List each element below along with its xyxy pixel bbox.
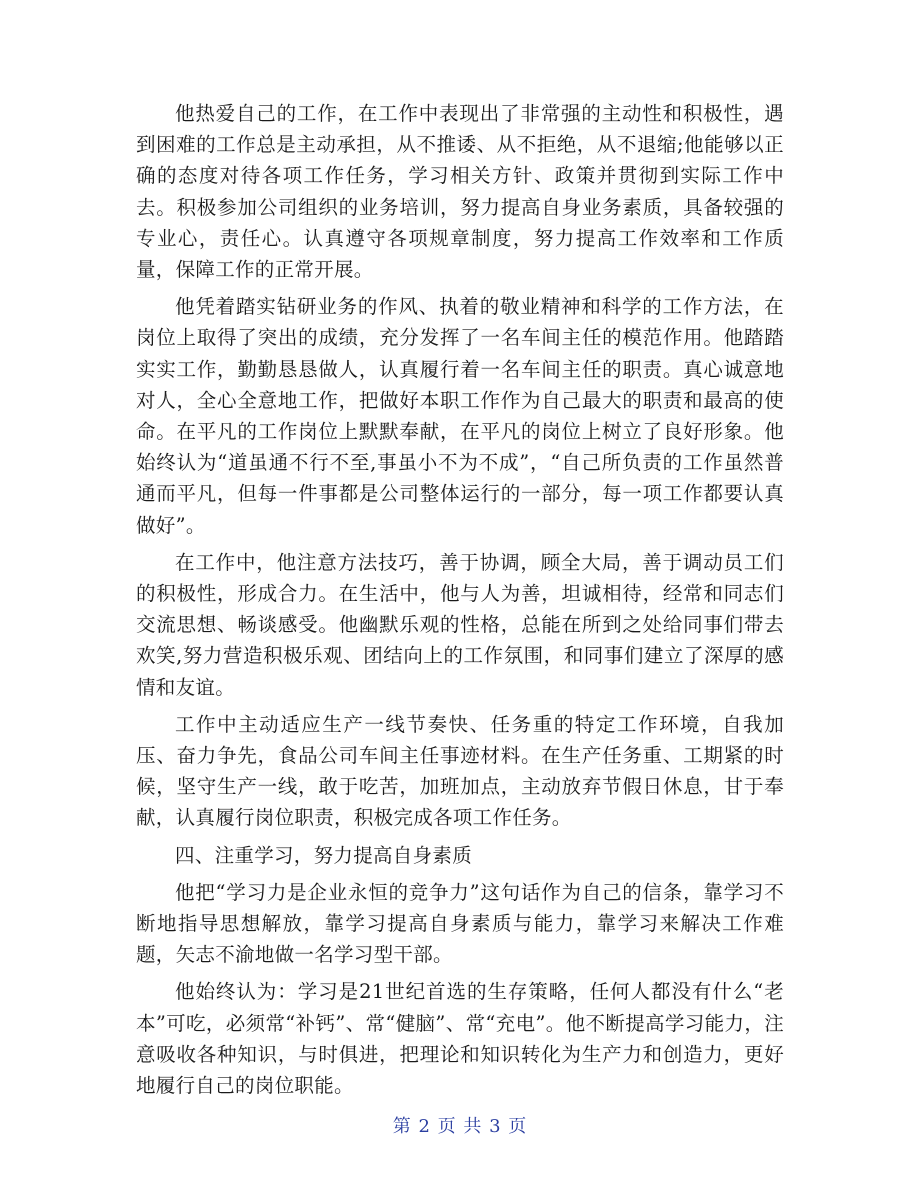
paragraph: 在工作中，他注意方法技巧，善于协调，顾全大局，善于调动员工们的积极性，形成合力。在生活中，他与人为善，坦诚相待，经常和同志们交流思想、畅谈感受。他幽默乐观的性格，总能在所到之处给同事们带去欢笑,努力营造积极乐观、团结向上的工作氛围，和同事们建立了深厚的感情和友谊。 <box>136 550 784 699</box>
paragraph: 他始终认为：学习是21世纪首选的生存策略，任何人都没有什么“老本”可吃，必须常“补钙”、常“健脑”、常“充电”。他不断提高学习能力，注意吸收各种知识，与时俱进，把理论和知识转化为生产力和创造力，更好地履行自己的岗位职能。 <box>136 980 784 1098</box>
paragraph: 工作中主动适应生产一线节奏快、任务重的特定工作环境，自我加压、奋力争先，食品公司车间主任事迹材料。在生产任务重、工期紧的时候，坚守生产一线，敢于吃苦，加班加点，主动放弃节假日休息，甘于奉献，认真履行岗位职责，积极完成各项工作任务。 <box>136 712 784 830</box>
paragraph: 他把“学习力是企业永恒的竞争力”这句话作为自己的信条，靠学习不断地指导思想解放，靠学习提高自身素质与能力，靠学习来解决工作难题，矢志不渝地做一名学习型干部。 <box>136 880 784 967</box>
document-body <box>136 98 784 1107</box>
paragraph: 他热爱自己的工作，在工作中表现出了非常强的主动性和积极性，遇到困难的工作总是主动承担，从不推诿、从不拒绝，从不退缩;他能够以正确的态度对待各项工作任务，学习相关方针、政策并贯彻到实际工作中去。积极参加公司组织的业务培训，努力提高自身业务素质，具备较强的专业心，责任心。认真遵守各项规章制度，努力提高工作效率和工作质量，保障工作的正常开展。 <box>136 102 784 282</box>
section-heading: 四、注重学习，努力提高自身素质 <box>175 843 473 867</box>
paragraph: 他凭着踏实钻研业务的作风、执着的敬业精神和科学的工作方法，在岗位上取得了突出的成绩，充分发挥了一名车间主任的模范作用。他踏踏实实工作，勤勤恳恳做人，认真履行着一名车间主任的职责。真心诚意地对人，全心全意地工作，把做好本职工作作为自己最大的职责和最高的使命。在平凡的工作岗位上默默奉献，在平凡的岗位上树立了良好形象。他始终认为“道虽通不行不至,事虽小不为不成”，“自己所负责的工作虽然普通而平凡，但每一件事都是公司整体运行的一部分，每一项工作都要认真做好”。 <box>136 295 784 537</box>
page-footer <box>0 1112 920 1138</box>
page-number-label: 第 2 页 共 3 页 <box>392 1116 528 1137</box>
